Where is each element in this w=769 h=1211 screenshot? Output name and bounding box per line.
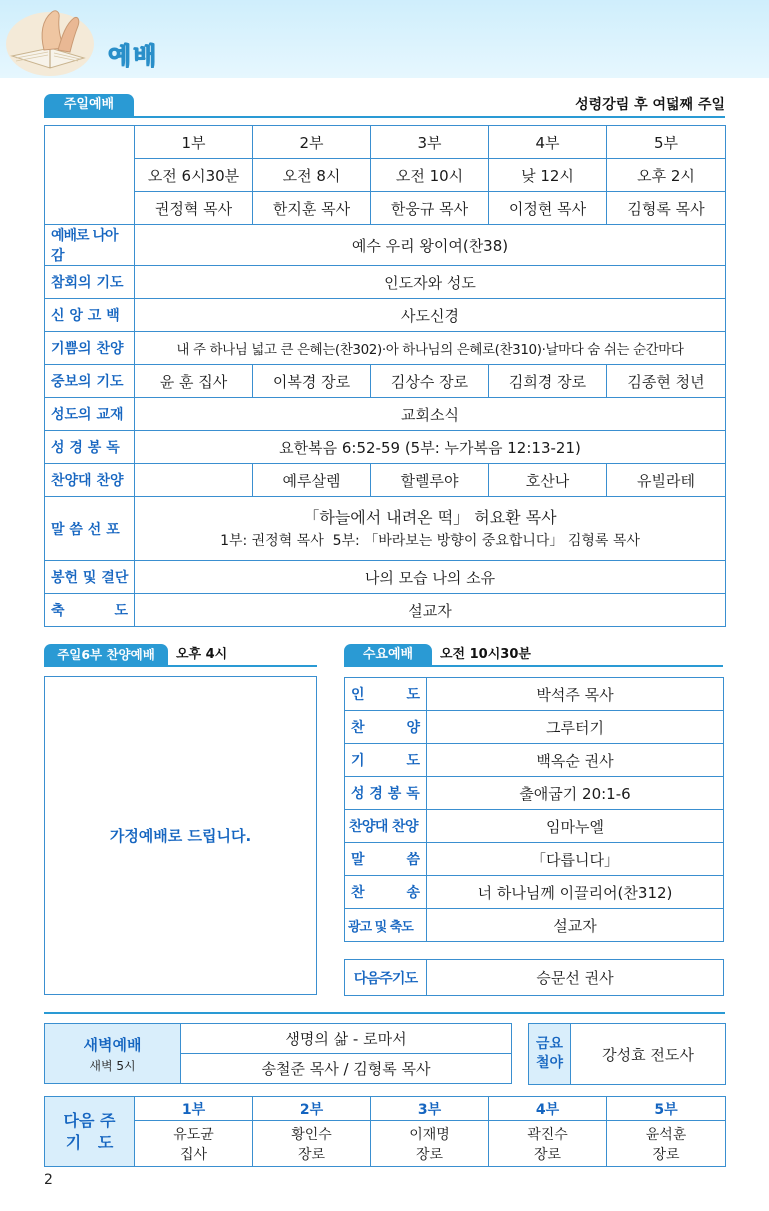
sunday-rule xyxy=(44,116,725,118)
next-names-row xyxy=(45,1121,726,1167)
friday-label xyxy=(529,1024,571,1085)
dawn-line-2: 송철준 목사 / 김형록 목사 xyxy=(181,1054,512,1084)
next-person-2 xyxy=(253,1121,371,1167)
wednesday-next-prayer-table xyxy=(344,959,724,996)
creed-label: 신 앙 고 백 xyxy=(45,299,135,332)
next-prayer-label-cell xyxy=(45,1097,135,1167)
wed-sermon-label: 말 씀 xyxy=(345,843,427,876)
choir-1 xyxy=(135,464,253,497)
repentance-value: 인도자와 성도 xyxy=(135,266,726,299)
offering-row xyxy=(45,561,726,594)
praying-hands-bible-icon xyxy=(4,4,96,76)
service-5: 5부 xyxy=(607,126,726,159)
wed-next-prayer-row xyxy=(345,960,724,996)
reading-label: 성 경 봉 독 xyxy=(45,431,135,464)
procession-row xyxy=(45,225,726,266)
wed-praise-value: 그루터기 xyxy=(427,711,724,744)
sixth-service-time: 오후 4시 xyxy=(176,647,228,662)
sermon-subline: 1부: 권정혁 목사 5부: 「바라보는 방향이 중요합니다」 김형록 목사 xyxy=(220,532,640,549)
family-worship-box xyxy=(44,676,317,995)
choir-row xyxy=(45,464,726,497)
wed-sermon-value: 「다릅니다」 xyxy=(427,843,724,876)
praise-label: 기쁨의 찬양 xyxy=(45,332,135,365)
choir-5: 유빌라테 xyxy=(607,464,726,497)
benediction-value: 설교자 xyxy=(135,594,726,627)
services-row xyxy=(45,126,726,159)
next-service-4: 4부 xyxy=(489,1097,607,1121)
next-title-1: 집사 xyxy=(179,1146,208,1163)
time-4: 낮 12시 xyxy=(489,159,607,192)
wed-praise-label: 찬 양 xyxy=(345,711,427,744)
sermon-cell xyxy=(135,497,726,561)
friday-label-line-1: 금요 xyxy=(535,1036,564,1052)
wed-leader-value: 박석주 목사 xyxy=(427,678,724,711)
time-3: 오전 10시 xyxy=(371,159,489,192)
next-name-1: 유도균 xyxy=(173,1126,214,1143)
benediction-label-cell xyxy=(45,594,135,627)
pastor-3: 한웅규 목사 xyxy=(371,192,489,225)
service-1: 1부 xyxy=(135,126,253,159)
praise-row xyxy=(45,332,726,365)
wednesday-service-tab: 수요예배 xyxy=(344,644,432,666)
next-prayer-label-2: 기 도 xyxy=(65,1132,114,1152)
next-title-4: 장로 xyxy=(533,1146,562,1163)
wed-prayer-label: 기 도 xyxy=(345,744,427,777)
pastors-row xyxy=(45,192,726,225)
next-person-1 xyxy=(135,1121,253,1167)
choir-4: 호산나 xyxy=(489,464,607,497)
next-name-4: 곽진수 xyxy=(527,1126,568,1143)
friday-overnight-table xyxy=(528,1023,726,1085)
wednesday-rule xyxy=(344,665,723,667)
next-prayer-label-1: 다음 주 xyxy=(63,1110,116,1130)
wed-hymn-value: 너 하나님께 이끌리어(찬312) xyxy=(427,876,724,909)
offering-value: 나의 모습 나의 소유 xyxy=(135,561,726,594)
procession-label: 예배로 나아감 xyxy=(45,225,135,266)
pastor-2: 한지훈 목사 xyxy=(253,192,371,225)
intercession-row xyxy=(45,365,726,398)
dawn-line-1: 생명의 삶 - 로마서 xyxy=(181,1024,512,1054)
next-service-5: 5부 xyxy=(607,1097,726,1121)
intercession-3: 김상수 장로 xyxy=(371,365,489,398)
next-service-3: 3부 xyxy=(371,1097,489,1121)
repentance-label: 참회의 기도 xyxy=(45,266,135,299)
wed-choir-label: 찬양대 찬양 xyxy=(345,810,427,843)
benediction-label-char-2: 도 xyxy=(114,603,128,619)
wed-row-reading xyxy=(345,777,724,810)
wed-next-prayer-value: 승문선 권사 xyxy=(427,960,724,996)
procession-value: 예수 우리 왕이여(찬38) xyxy=(135,225,726,266)
blank-corner-cell xyxy=(45,126,135,225)
wednesday-table xyxy=(344,677,724,942)
sunday-service-tab: 주일예배 xyxy=(44,94,134,116)
sermon-row xyxy=(45,497,726,561)
benediction-label-char-1: 축 xyxy=(51,603,65,619)
wed-leader-label: 인 도 xyxy=(345,678,427,711)
page-number: 2 xyxy=(44,1172,53,1188)
wed-next-prayer-label: 다음주기도 xyxy=(345,960,427,996)
pastor-1: 권정혁 목사 xyxy=(135,192,253,225)
reading-row xyxy=(45,431,726,464)
time-1: 오전 6시30분 xyxy=(135,159,253,192)
next-name-3: 이재명 xyxy=(409,1126,450,1143)
next-title-5: 장로 xyxy=(652,1146,680,1163)
wed-closing-value: 설교자 xyxy=(427,909,724,942)
next-person-5 xyxy=(607,1121,726,1167)
wed-row-prayer xyxy=(345,744,724,777)
next-service-2: 2부 xyxy=(253,1097,371,1121)
sixth-service-tab: 주일6부 찬양예배 xyxy=(44,644,168,666)
intercession-label: 중보의 기도 xyxy=(45,365,135,398)
wed-row-sermon xyxy=(345,843,724,876)
sermon-label: 말 씀 선 포 xyxy=(45,497,135,561)
dawn-service-table xyxy=(44,1023,512,1084)
bulletin-label: 성도의 교재 xyxy=(45,398,135,431)
next-services-row xyxy=(45,1097,726,1121)
wed-row-hymn xyxy=(345,876,724,909)
intercession-4: 김희경 장로 xyxy=(489,365,607,398)
dawn-label-cell xyxy=(45,1024,181,1084)
next-name-5: 윤석훈 xyxy=(645,1126,687,1143)
sermon-title: 「하늘에서 내려온 떡」 허요환 목사 xyxy=(303,507,557,527)
wed-hymn-label: 찬 송 xyxy=(345,876,427,909)
intercession-2: 이복경 장로 xyxy=(253,365,371,398)
next-title-2: 장로 xyxy=(297,1146,326,1163)
service-4: 4부 xyxy=(489,126,607,159)
next-title-3: 장로 xyxy=(415,1146,444,1163)
offering-label: 봉헌 및 결단 xyxy=(45,561,135,594)
choir-label: 찬양대 찬양 xyxy=(45,464,135,497)
wed-prayer-value: 백옥순 권사 xyxy=(427,744,724,777)
bulletin-value: 교회소식 xyxy=(135,398,726,431)
repentance-row xyxy=(45,266,726,299)
dawn-row-1 xyxy=(45,1024,512,1054)
praise-value: 내 주 하나님 넓고 큰 은혜는(찬302)·아 하나님의 은혜로(찬310)·날마다 숨 쉬는 순간마다 xyxy=(135,332,726,365)
next-name-2: 황인수 xyxy=(291,1126,332,1143)
bulletin-row xyxy=(45,398,726,431)
service-2: 2부 xyxy=(253,126,371,159)
header-banner xyxy=(0,0,769,78)
wed-reading-value: 출애굽기 20:1-6 xyxy=(427,777,724,810)
sixth-rule xyxy=(44,665,317,667)
benediction-row xyxy=(45,594,726,627)
wed-reading-label: 성 경 봉 독 xyxy=(345,777,427,810)
intercession-5: 김종현 청년 xyxy=(607,365,726,398)
family-worship-message: 가정예배로 드립니다. xyxy=(109,827,252,845)
wed-row-choir xyxy=(345,810,724,843)
service-3: 3부 xyxy=(371,126,489,159)
choir-2: 예루살렘 xyxy=(253,464,371,497)
times-row xyxy=(45,159,726,192)
wed-closing-label: 광고 및 축도 xyxy=(345,909,427,942)
wed-row-praise xyxy=(345,711,724,744)
creed-value: 사도신경 xyxy=(135,299,726,332)
wed-row-leader xyxy=(345,678,724,711)
friday-label-line-2: 철야 xyxy=(535,1055,564,1071)
time-5: 오후 2시 xyxy=(607,159,726,192)
friday-row xyxy=(529,1024,726,1085)
wed-choir-value: 임마누엘 xyxy=(427,810,724,843)
pastor-4: 이정현 목사 xyxy=(489,192,607,225)
next-service-1: 1부 xyxy=(135,1097,253,1121)
reading-value: 요한복음 6:52-59 (5부: 누가복음 12:13-21) xyxy=(135,431,726,464)
pastor-5: 김형록 목사 xyxy=(607,192,726,225)
dawn-time: 새벽 5시 xyxy=(89,1058,136,1073)
time-2: 오전 8시 xyxy=(253,159,371,192)
next-prayer-table xyxy=(44,1096,726,1167)
next-person-3 xyxy=(371,1121,489,1167)
intercession-1: 윤 훈 집사 xyxy=(135,365,253,398)
choir-3: 할렐루야 xyxy=(371,464,489,497)
sunday-service-table xyxy=(44,125,726,627)
wed-row-closing xyxy=(345,909,724,942)
sunday-subtitle: 성령강림 후 여덟째 주일 xyxy=(575,97,725,113)
bottom-section-rule xyxy=(44,1012,725,1014)
wednesday-service-time: 오전 10시30분 xyxy=(440,647,531,662)
page-title: 예배 xyxy=(108,42,159,70)
friday-value: 강성효 전도사 xyxy=(571,1024,726,1085)
dawn-title: 새벽예배 xyxy=(83,1035,142,1054)
next-person-4 xyxy=(489,1121,607,1167)
creed-row xyxy=(45,299,726,332)
